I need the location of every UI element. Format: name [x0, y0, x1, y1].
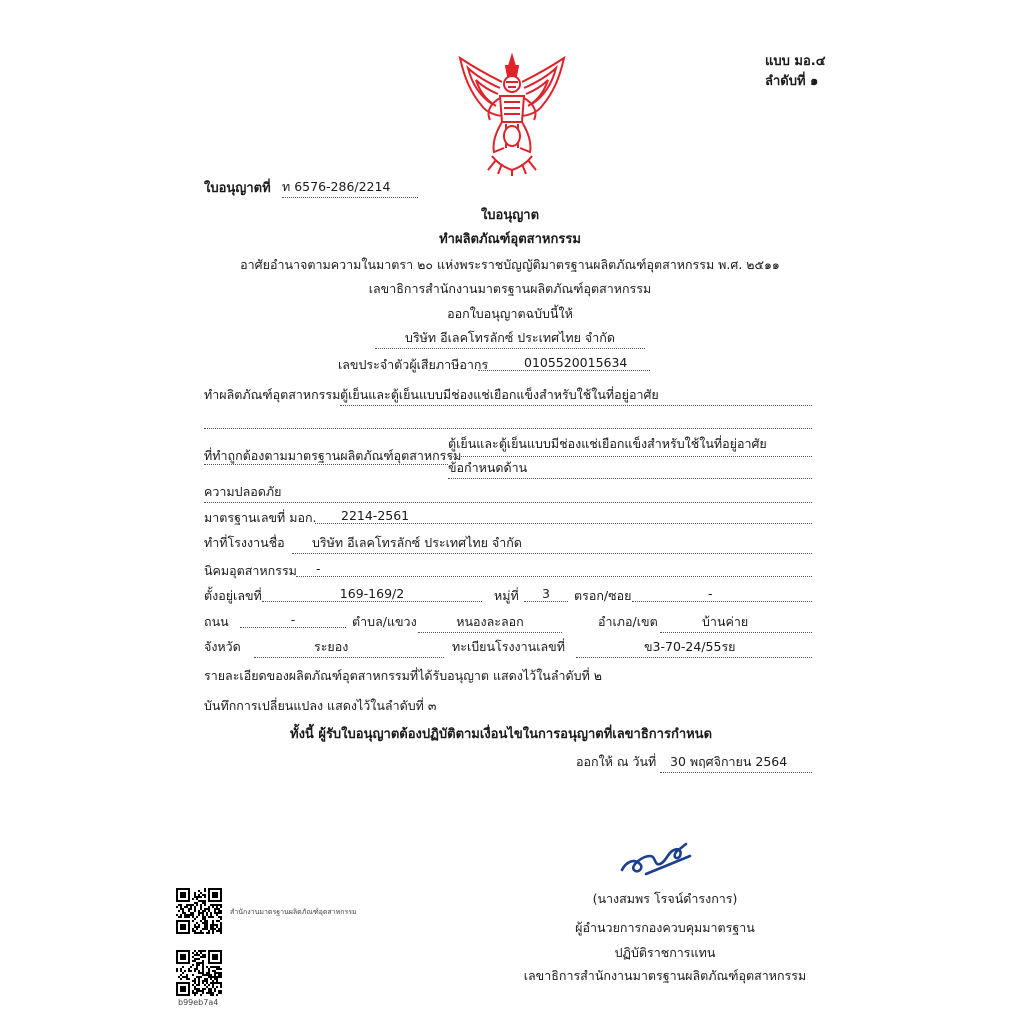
qr1-caption: สำนักงานมาตรฐานผลิตภัณฑ์อุตสาหกรรม [230, 908, 357, 916]
std-number-value: 2214-2561 [315, 508, 812, 524]
moo-label: หมู่ที่ [494, 588, 519, 603]
change-note: บันทึกการเปลี่ยนแปลง แสดงไว้ในลำดับที่ ๓ [204, 698, 437, 713]
garuda-emblem-icon [452, 52, 572, 178]
standard-value-3: ความปลอดภัย [204, 482, 812, 503]
province-label: จังหวัด [204, 639, 241, 654]
document-title: ใบอนุญาต [480, 208, 540, 223]
address-no-value: 169-169/2 [262, 586, 482, 602]
issued-label: ออกให้ ณ วันที่ [576, 754, 657, 769]
license-number: ท 6576-286/2214 [282, 177, 418, 198]
soi-value: - [632, 586, 812, 602]
estate-value: - [296, 561, 812, 577]
factory-label: ทำที่โรงงานชื่อ [204, 535, 285, 550]
licensee-company [375, 328, 645, 349]
factory-value: บริษัท อีเลคโทรลักซ์ ประเทศไทย จำกัด [292, 533, 812, 554]
product-blank-line [204, 410, 812, 429]
qr2-caption: b99eb7a4 [178, 998, 219, 1007]
amphoe-value: บ้านค่าย [660, 612, 812, 633]
reg-label: ทะเบียนโรงงานเลขที่ [452, 639, 565, 654]
tambon-label: ตำบล/แขวง [352, 614, 417, 629]
amphoe-label: อำเภอ/เขต [598, 614, 658, 629]
reg-value: ข3-70-24/55รย [576, 637, 812, 658]
license-label: ใบอนุญาตที่ [204, 181, 271, 196]
detail-note: รายละเอียดของผลิตภัณฑ์อุตสาหกรรมที่ได้รับอนุญาต แสดงไว้ในลำดับที่ ๒ [204, 668, 603, 683]
form-code: แบบ มอ.๔ [765, 54, 826, 69]
standard-line-1 [448, 456, 812, 457]
qr-code-1 [176, 888, 222, 934]
standard-label: ที่ทำถูกต้องตามมาตรฐานผลิตภัณฑ์อุตสาหกรรม [204, 448, 462, 463]
address-no-label: ตั้งอยู่เลขที่ [204, 588, 262, 603]
authority-line-2: เลขาธิการสำนักงานมาตรฐานผลิตภัณฑ์อุตสาหกรรม [368, 281, 652, 296]
authority-line-3: ออกใบอนุญาตฉบับนี้ให้ [447, 306, 573, 321]
standard-value-2: ข้อกำหนดด้าน [448, 460, 528, 475]
authority-line-1: อาศัยอำนาจตามความในมาตรา ๒๐ แห่งพระราชบัญญัติมาตรฐานผลิตภัณฑ์อุตสาหกรรม พ.ศ. ๒๕๑๑ [240, 257, 780, 272]
signer-position-1: ผู้อำนวยการกองควบคุมมาตรฐาน [575, 920, 755, 935]
taxid-label: เลขประจำตัวผู้เสียภาษีอากร [338, 357, 489, 372]
soi-label: ตรอก/ซอย [574, 588, 632, 603]
product-label: ทำผลิตภัณฑ์อุตสาหกรรม [204, 387, 341, 402]
estate-label: นิคมอุตสาหกรรม [204, 563, 297, 578]
document-subtitle: ทำผลิตภัณฑ์อุตสาหกรรม [439, 232, 581, 247]
signer-position-2: ปฏิบัติราชการแทน [614, 945, 716, 960]
moo-value: 3 [524, 586, 568, 602]
road-label: ถนน [204, 614, 229, 629]
product-value: ตู้เย็นและตู้เย็นแบบมีช่องแช่เยือกแข็งสำหรับใช้ในที่อยู่อาศัย [340, 385, 812, 406]
condition-text: ทั้งนี้ ผู้รับใบอนุญาตต้องปฏิบัติตามเงื่อนไขในการอนุญาตที่เลขาธิการกำหนด [290, 727, 713, 742]
standard-value-1: ตู้เย็นและตู้เย็นแบบมีช่องแช่เยือกแข็งสำหรับใช้ในที่อยู่อาศัย [448, 436, 767, 451]
taxid-value: 0105520015634 [478, 355, 650, 371]
signature-image [616, 838, 696, 880]
licensee-company-text: บริษัท อีเลคโทรลักซ์ ประเทศไทย จำกัด [375, 328, 645, 349]
standard-line-3 [448, 478, 812, 479]
std-number-label: มาตรฐานเลขที่ มอก. [204, 510, 317, 525]
standard-line-2 [204, 464, 448, 465]
signer-position-3: เลขาธิการสำนักงานมาตรฐานผลิตภัณฑ์อุตสาหกรรม [523, 968, 807, 983]
issued-date: 30 พฤศจิกายน 2564 [660, 752, 812, 773]
tambon-value: หนองละลอก [418, 612, 562, 633]
road-value: - [240, 612, 346, 628]
form-sequence: ลำดับที่ ๑ [765, 74, 819, 89]
qr-code-2 [176, 950, 222, 996]
province-value: ระยอง [254, 637, 444, 658]
signer-name: (นางสมพร โรจน์ดำรงการ) [592, 891, 738, 906]
